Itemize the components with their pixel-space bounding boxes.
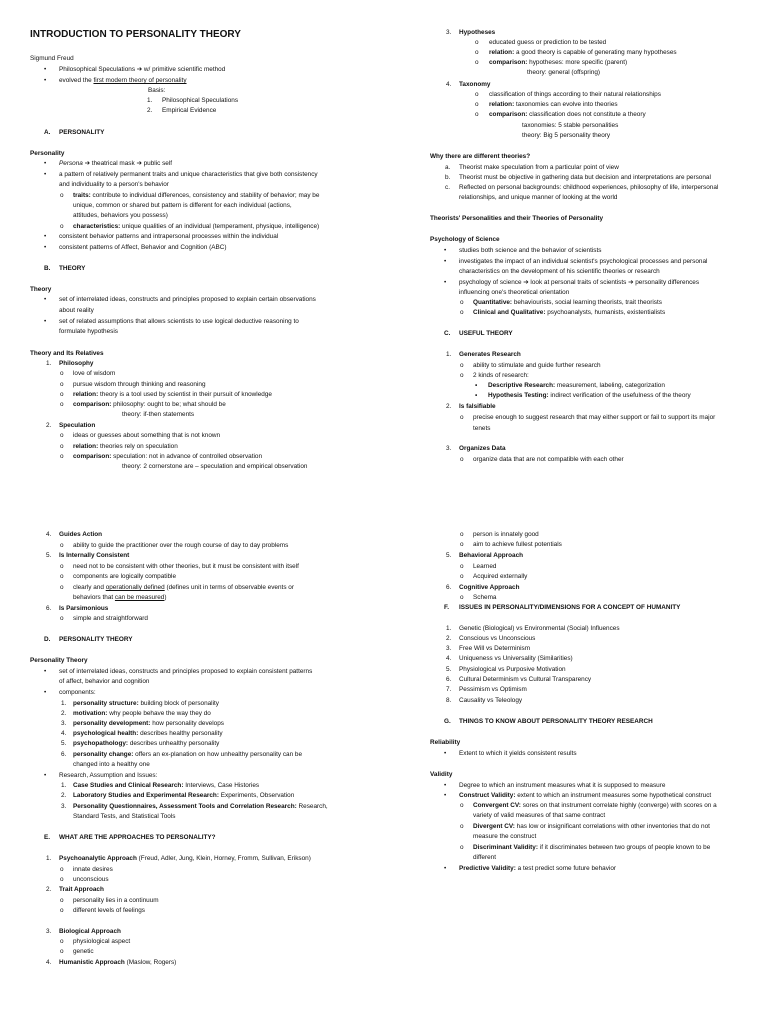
list-item: set of related assumptions that allows scientists to use logical deductive reasoning to — [59, 318, 299, 325]
subheading: Reliability — [430, 739, 461, 746]
subheading: Psychology of Science — [430, 236, 500, 243]
page-title: INTRODUCTION TO PERSONALITY THEORY — [30, 29, 241, 40]
list-item: set of interrelated ideas, constructs and principles proposed to explain certain observations — [59, 296, 316, 303]
section-heading: PERSONALITY — [59, 129, 105, 136]
section-heading: PERSONALITY THEORY — [59, 636, 133, 643]
list-item: Taxonomy — [459, 81, 491, 88]
subheading: Personality — [30, 150, 65, 157]
subheading: Validity — [430, 771, 453, 778]
basis-label: Basis: — [148, 87, 166, 94]
list-item: Philosophical Speculations — [162, 97, 239, 104]
subheading: Theory and Its Relatives — [30, 350, 104, 357]
bullet: • — [44, 66, 47, 73]
subheading: Theorists' Personalities and their Theories of Personality — [430, 215, 604, 222]
list-item: traits: contribute to individual differences, consistency and stability of behavior; may be — [73, 192, 320, 199]
list-item: consistent behavior patterns and intrapersonal processes within the individual — [59, 233, 279, 240]
section-heading: WHAT ARE THE APPROACHES TO PERSONALITY? — [59, 834, 216, 841]
list-item: a pattern of relatively permanent traits and unique characteristics that give both consistency — [59, 171, 318, 178]
list-item: characteristics: unique qualities of an individual (temperament, physique, intelligence) — [73, 223, 320, 230]
list-item: consistent patterns of Affect, Behavior and Cognition (ABC) — [59, 244, 227, 251]
list-item: Philosophical Speculations ➔ w/ primitive scientific method — [59, 66, 226, 73]
list-item: Empirical Evidence — [162, 107, 217, 114]
subheading: Theory — [30, 286, 52, 293]
list-item: Speculation — [59, 422, 96, 429]
section-heading: THINGS TO KNOW ABOUT PERSONALITY THEORY RESEARCH — [459, 718, 653, 725]
list-item: evolved the first modern theory of personality — [59, 77, 187, 84]
subheading: Personality Theory — [30, 657, 88, 664]
section-heading: THEORY — [59, 265, 86, 272]
section-heading: USEFUL THEORY — [459, 330, 513, 337]
subheading: Why there are different theories? — [430, 153, 531, 160]
bullet: • — [44, 77, 47, 84]
list-item: Persona ➔ theatrical mask ➔ public self — [59, 160, 173, 167]
author: Sigmund Freud — [30, 55, 74, 62]
list-item: Hypotheses — [459, 29, 496, 36]
section-heading: ISSUES IN PERSONALITY/DIMENSIONS FOR A CONCEPT OF HUMANITY — [459, 604, 681, 611]
list-item: Philosophy — [59, 360, 94, 367]
